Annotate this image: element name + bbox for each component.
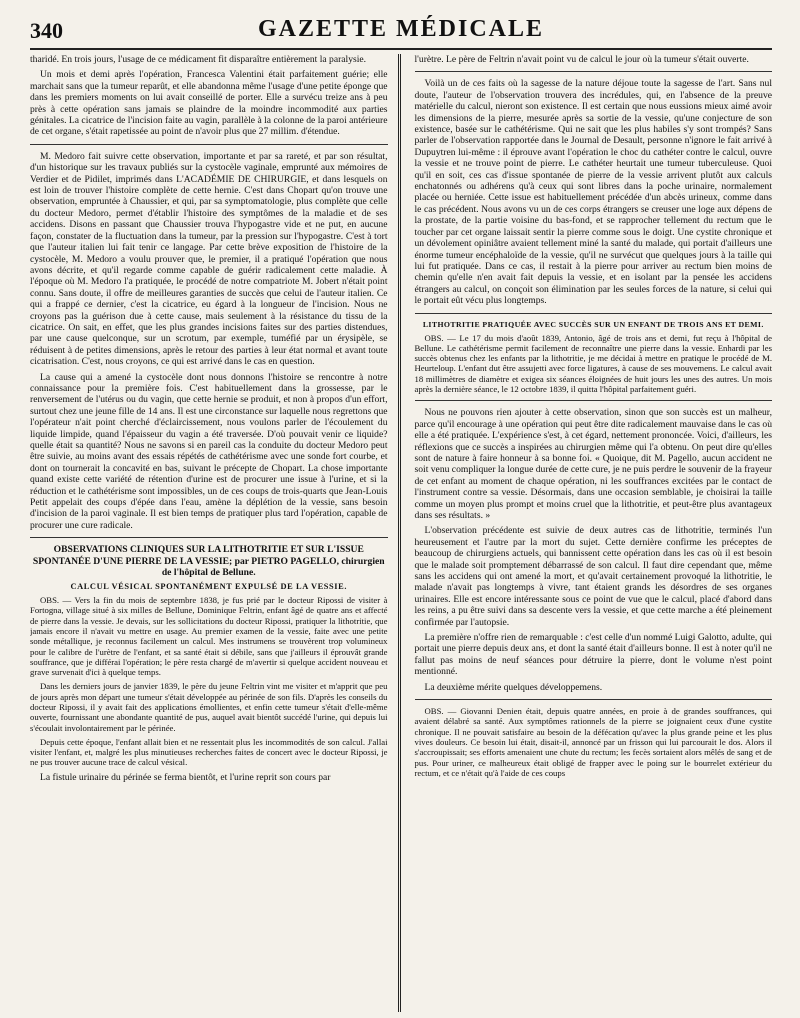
divider bbox=[30, 144, 388, 145]
page-number: 340 bbox=[30, 18, 63, 43]
divider bbox=[30, 537, 388, 538]
paragraph: M. Medoro fait suivre cette observation, importante et par sa rareté, et par son résultat, d'un historique sur les travaux publiés sur la cystocèle vaginale, emprunté aux mémoires de Verdier et de Pidilet, imprimés dans L'ACADÉMIE DE CHIRURGIE, et dans lesquels on est loin de trouver l'histoire complète de cette hernie. C'est dans Chopart qu'on trouve une observation, empruntée à Chaussier, et qui, par sa symptomatologie, plus complète que celle du docteur Medoro, permet d'établir l'histoire des symptômes de la maladie et de ses accidens. Disons en passant que Chaussier trouva l'hypogastre vide et ne put, en aucune façon, constater de la fluctuation dans la tumeur, par la pression sur l'hypogastre. C'est à tort que l'auteur italien lui fait tenir ce langage. Par cette brève exposition de l'histoire de la cystocèle, M. Medoro a voulu prouver que, le premier, il a pratiqué l'opération que nous avons décrite, et qu'il regarde comme capable de guérir radicalement cette maladie. À l'époque où M. Medoro l'a pratiquée, le procédé de notre compatriote M. Jobert n'était point connu. Sans doute, il offre de meilleures garanties de succès que celui de l'auteur italien. Ce qui a frappé ce dernier, c'est la cicatrice, eu égard à la longueur de l'incision. Nous ne croyons pas la guérison due à cette cause, mais seulement à la résistance du tissu de la cicatrice. On sait, en effet, que les plus grandes incisions faites sur des parties distendues, par une cause quelconque, sur un scrotum, par exemple, tuméfié par un érysipèle, se réduisent à de petites dimensions, après le retour des parties à leur état normal et avant toute cicatrisation. C'est, nous croyons, ce qui est arrivé dans le cas en question. bbox=[30, 150, 388, 368]
paragraph: OBS. — Le 17 du mois d'août 1839, Antonio, âgé de trois ans et demi, fut reçu à l'hôpital de Bellune. Le cathétérisme permit facilement de reconnaître une pierre dans la vessie. Enhardi par les succès obtenus chez les enfants par la lithotritie, je me décidai à mettre en pratique le procédé de M. Heurteloup. L'enfant dut être assujetti avec force ligatures, à cause de ses mouvemens. Le calcul avait 18 millimètres de diamètre et exigea six séances éloignées de huit jours les unes des autres. Un mois après la dernière séance, le 12 octobre 1839, il quitta l'hôpital parfaitement guéri. bbox=[414, 332, 772, 395]
page-header bbox=[30, 8, 772, 50]
paragraph: Un mois et demi après l'opération, Francesca Valentini était parfaitement guérie; elle marchait sans que la tumeur reparût, et elle abandonna même l'usage d'une petite éponge que dans les premiers moments on lui avait conseillé de porter. Elle a survécu treize ans à peu près à cette opération sans jamais se plaindre de la moindre incommodité aux parties génitales. La cicatrice de l'incision faite au vagin, parallèle à la colonne de la paroi antérieure de cet organe, s'était rapetissée au point de n'avoir plus que 27 millim. d'étendue. bbox=[30, 69, 388, 138]
paragraph: La première n'offre rien de remarquable : c'est celle d'un nommé Luigi Galotto, adulte, qui portait une pierre depuis deux ans, et dont la santé était d'ailleurs bonne. Il est à noter qu'il ne fallut pas moins de neuf séances pour détruire la pierre, dont le volume n'est point mentionné. bbox=[414, 632, 772, 678]
case-title: LITHOTRITIE PRATIQUÉE AVEC SUCCÈS SUR UN ENFANT DE TROIS ANS ET DEMI. bbox=[422, 319, 764, 329]
paragraph: tharidé. En trois jours, l'usage de ce médicament fit disparaître entièrement la paralysie. bbox=[30, 54, 367, 65]
divider bbox=[415, 313, 773, 314]
article-columns bbox=[30, 54, 772, 1012]
paragraph: OBS. — Vers la fin du mois de septembre 1838, je fus prié par le docteur Ripossi de visiter à Fortogna, village situé à six milles de Bellune, Dominique Feltrin, enfant âgé de quatre ans et affecté de pierre dans la vessie. Je devais, sur les sollicitations du docteur Ripossi, pratiquer la lithotritie, que jamais encore il n'avait vu mettre en usage. Au premier examen de la vessie, faite avec une petite sonde métallique, je reconnus facilement un calcul. Mes instrumens se trouvèrent trop volumineux pour le calibre de l'urètre de l'enfant, et sa santé était si débile, sans que j'ailleurs il éprouvât grande souffrance, que je différai l'opération; le père resta chargé de m'avertir si quelque accident nouveau et grave survenait d'ici à quelque temps. bbox=[30, 595, 388, 678]
paragraph: Dans les derniers jours de janvier 1839, le père du jeune Feltrin vint me visiter et m'apprit que peu de jours après mon départ une tumeur s'était développée au périnée de son fils. D'après les conseils du docteur Ripossi, il y avait fait des applications émollientes, et enfin cette tumeur s'était d'elle-même ouverte, fournissant une abondante quantité de pus, auquel avait bientôt succédé l'urine, qui depuis lui s'écoulait involontairement par le périnée. bbox=[30, 681, 388, 733]
divider bbox=[415, 400, 773, 401]
left-column bbox=[30, 54, 401, 1012]
paragraph: La cause qui a amené la cystocèle dont nous donnons l'histoire se rencontre à notre connaissance pour la première fois. C'est habituellement dans la grossesse, par le renversement de l'utérus ou du vagin, que cette hernie se produit, et non à propos d'un effort, surtout chez une jeune fille de 14 ans. Il est une circonstance sur laquelle nous regrettons que l'opérateur n'ait point cherché d'éclaircissement, nous voulons parler de l'écoulement du liquide limpide, quand l'épaisseur du vagin a été traversée. D'où pouvait venir ce liquide? quelle était sa quantité? Nous ne savons si en pareil cas la conduite du docteur Medoro peut être suivie, au moins avant des essais répétés de cathétérisme avec une sonde fort courbe, et dont on tournerait la concavité en bas, suivant le précepte de Chopart. La chose importante quand existe cette variété de rétention d'urine est de procurer une issue à l'urine, et si la réduction et le cathétérisme sont impossibles, un de ces coups de trois-quarts que Jean-Louis Petit appelait des coups d'épée dans l'eau, amène la déplétion de la vessie, sans besoin d'incision de la paroi vaginale. Il est bien temps de pratiquer plus tard l'opération, capable de procurer une cure radicale. bbox=[30, 371, 388, 531]
right-column bbox=[413, 54, 773, 1012]
paragraph: L'observation précédente est suivie de deux autres cas de lithotritie, terminés l'un heureusement et l'autre par la mort du sujet. Cette dernière confirme les préceptes de beaucoup de chirurgiens actuels, qui bannissent cette opération dans les cas où il est besoin que le malade soit promptement débarrassé de son calcul. Il faut dire cependant que, même sans les accidens qui ont amené la mort, et qu'avait certainement provoqué la lithotritie, le malade n'avait pas longtemps à vivre, tant étaient grands les désordres de ses organes urinaires. Elle est encore intéressante sous ce point de vue que le calcul, placé d'abord dans les reins, a pu être suivi dans sa descente vers la vessie, et que cette marche a été pleinement confirmée par l'autopsie. bbox=[414, 525, 772, 628]
section-title: OBSERVATIONS CLINIQUES SUR LA LITHOTRITIE ET SUR L'ISSUE SPONTANÉE D'UNE PIERRE DE LA VESSIE; par PIETRO PAGELLO, chirurgien de l'hôpital de Bellune. bbox=[32, 544, 385, 579]
section-subtitle: CALCUL VÉSICAL SPONTANÉMENT EXPULSÉ DE LA VESSIE. bbox=[70, 582, 348, 592]
journal-title: GAZETTE MÉDICALE bbox=[257, 16, 545, 42]
paragraph: La deuxième mérite quelques développemens. bbox=[424, 681, 603, 693]
divider bbox=[415, 699, 773, 700]
paragraph: Depuis cette époque, l'enfant allait bien et ne ressentait plus les incommodités de son calcul. J'allai visiter l'enfant, et, malgré les plus minutieuses recherches faites de concert avec le docteur Ripossi, je ne pus trouver aucune trace de calcul vésical. bbox=[30, 736, 388, 768]
divider bbox=[415, 71, 773, 72]
paragraph: l'urètre. Le père de Feltrin n'avait point vu de calcul le jour où la tumeur s'était ouverte. bbox=[414, 54, 749, 65]
paragraph: Nous ne pouvons rien ajouter à cette observation, sinon que son succès est un malheur, parce qu'il encourage à une opération qui peut être dite radicalement mauvaise dans le cas où elle a été pratiquée. L'expérience s'est, à cet égard, nettement prononcée. Voici, d'ailleurs, les réflexions que ce succès a inspirées au chirurgien même qui l'a obtenu. On peut dire qu'elles sont de nature à faire honneur à sa bonne foi. « Quoique, dit M. Pagello, aucun accident ne soit venu compliquer la longue durée de cette cure, je ne puis perdre le souvenir de la frayeur de cet enfant au moment de chaque opération, ni les souffrances excitées par le contact de l'instrument contre sa vessie. Désormais, dans une occasion semblable, je choisirai la taille comme un moyen plus prompt et moins cruel que la lithotritie, et peut-être plus avantageux dans ses résultats. » bbox=[414, 407, 772, 521]
paragraph: La fistule urinaire du périnée se ferma bientôt, et l'urine reprit son cours par bbox=[40, 771, 331, 783]
paragraph: Voilà un de ces faits où la sagesse de la nature déjoue toute la sagesse de l'art. Sans nul doute, l'auteur de l'observation trouvera des incrédules, qui, en l'absence de la preuve matérielle du calcul, nieront son existence. Il est certain que nous eussions mieux aimé avoir les dimensions de la pierre, mesurée après sa sortie de la vessie, qu'une conjecture de son existence, basée sur le cathétérisme. Qui ne sait que les plus habiles s'y sont trompés? Sans parler de l'observation rapportée dans le Journal de Desault, personne n'ignore le fait arrivé à Dupuytren lui-même : il éprouve avant l'opération le choc du cathéter contre le calcul, ouvre la vessie et ne trouve point de pierre. Le cathéter heurtait une tumeur tuberculeuse. Quoi qu'il en soit, ces cas d'issue spontanée de pierre de la vessie arrivent plutôt aux calculs enchatonnés ou adhérens qu'à ceux qui sont libres dans la poche urinaire, normalement placée ou herniée. Cette issue est habituellement précédée d'un abcès urineux, comme dans le cas précédent. Nous avons vu un de ces corps étrangers se creuser une loge aux dépens de la prostate, de la partie voisine du bas-fond, et se rapprocher tellement du rectum que le toucher par cet organe laissait sentir la pierre comme sous le doigt. Une cystite chronique et un dévolement opiniâtre avaient tellement miné la santé du malade, qui portait d'ailleurs une énorme tumeur encéphaloïde de la vessie, qu'il ne survécut que quelques jours à la taille qui lui fut pratiquée. Dans ce cas, il restait à la pierre pour arriver au rectum bien moins de chemin qu'elle n'en avait fait depuis la vessie, et en isolant par la pensée les accidens étrangers au calcul, on conçoit son élimination par les seules forces de la nature, si celui qui le portait eût vécu plus longtemps. bbox=[414, 78, 772, 307]
paragraph: OBS. — Giovanni Denien était, depuis quatre années, en proie à de grandes souffrances, qui avaient délabré sa santé. Aux symptômes rationnels de la pierre se joignaient ceux d'une cystite chronique. Il ne pouvait satisfaire au besoin de la défécation qu'avec la plus grande peine et les plus vives douleurs. Ce besoin lui était, disait-il, annoncé par un frisson qui lui parcourait le dos. Alors il s'accroupissait; ses efforts amenaient une chute du rectum; les fecès sortaient alors mêlés de sang et de pus. Pour uriner, ce malheureux était obligé de frapper avec le poing sur le bourrelet extérieur du rectum, et ce n'était qu'à l'aide de ces coups bbox=[414, 706, 772, 778]
